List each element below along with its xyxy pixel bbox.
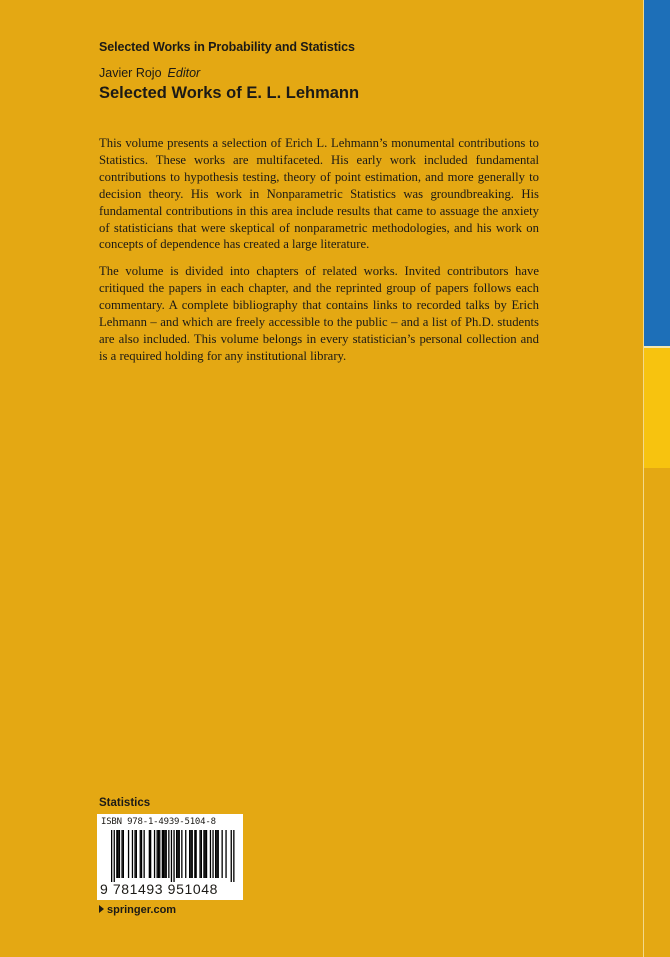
- barcode-bar: [114, 830, 115, 882]
- blurb: [99, 135, 539, 375]
- barcode-bar: [164, 830, 165, 878]
- barcode-bar: [158, 830, 159, 878]
- barcode-bar: [179, 830, 180, 878]
- blurb-paragraph-2: The volume is divided into chapters of related works. Invited contributors have critiqued the papers in each chapter, and the reprinted group of papers follows each commentary. A complete bibliography that contains links to recorded talks by Erich Lehmann – and which are freely accessible to the public – and a list of Ph.D. students are also included. This volume belongs in every statistician’s personal collection and is a required holding for any institutional library.: [99, 264, 539, 363]
- edge-tab-blue: [644, 0, 670, 346]
- barcode-bar: [185, 830, 186, 878]
- barcode-bar: [176, 830, 177, 878]
- website-label: springer.com: [107, 904, 177, 916]
- barcode-bar: [141, 830, 142, 878]
- barcode-bar: [116, 830, 117, 878]
- barcode-bar: [128, 830, 129, 878]
- barcode-bar: [168, 830, 169, 878]
- barcode-bar: [149, 830, 150, 878]
- barcode-bar: [134, 830, 135, 878]
- book-title: Selected Works of E. L. Lehmann: [99, 84, 360, 102]
- barcode-bar: [163, 830, 164, 878]
- barcode-bar: [132, 830, 133, 878]
- barcode-bar: [111, 830, 112, 882]
- barcode-bar: [222, 830, 223, 878]
- barcode-bar: [210, 830, 211, 878]
- blurb-paragraph-1: This volume presents a selection of Erich L. Lehmann’s monumental contributions to Statistics. These works are multifaceted. His early work included fundamental contributions to hypothesis testing, theory of point estimation, and more generally to decision theory. His work in Nonparametric Statistics was groundbreaking. His fundamental contributions in this area include results that came to assuage the anxiety of statisticians that were skeptical of nonparametric methodologies, and his work on concepts of dependence has created a large literature.: [99, 136, 539, 252]
- barcode-bar: [218, 830, 219, 878]
- barcode-bar: [205, 830, 206, 878]
- series-title: Selected Works in Probability and Statistics: [99, 40, 355, 54]
- barcode-bar: [189, 830, 190, 878]
- subject-label: Statistics: [99, 797, 151, 809]
- publisher-website[interactable]: [99, 904, 176, 916]
- barcode-bar: [216, 830, 217, 878]
- isbn-text: ISBN 978-1-4939-5104-8: [101, 817, 216, 827]
- barcode-bars: [97, 830, 243, 882]
- editor-name: Javier Rojo: [99, 66, 162, 80]
- editor-role: Editor: [167, 66, 201, 80]
- barcode-bar: [157, 830, 158, 878]
- barcode-bar: [140, 830, 141, 878]
- barcode-bar: [233, 830, 234, 882]
- barcode-bar: [118, 830, 119, 878]
- barcode-bar: [166, 830, 167, 878]
- barcode-bar: [150, 830, 151, 878]
- barcode-bar: [192, 830, 193, 878]
- barcode-bar: [181, 830, 182, 878]
- barcode-bar: [199, 830, 200, 878]
- barcode-bar: [144, 830, 145, 878]
- barcode: [97, 814, 243, 900]
- edge-tab-yellow: [644, 346, 670, 468]
- barcode-bar: [190, 830, 191, 878]
- barcode-bar: [194, 830, 195, 878]
- barcode-bar: [201, 830, 202, 878]
- barcode-bar: [206, 830, 207, 878]
- barcode-bar: [215, 830, 216, 878]
- barcode-bar: [171, 830, 172, 882]
- barcode-bar: [136, 830, 137, 878]
- barcode-bar: [177, 830, 178, 878]
- editor-line: [99, 66, 200, 80]
- arrow-right-icon: [99, 905, 104, 913]
- barcode-bar: [212, 830, 213, 878]
- barcode-bar: [121, 830, 122, 878]
- barcode-bar: [154, 830, 155, 878]
- barcode-bar: [162, 830, 163, 878]
- barcode-bar: [203, 830, 204, 878]
- barcode-bar: [119, 830, 120, 878]
- barcode-bar: [225, 830, 226, 878]
- barcode-bar: [123, 830, 124, 878]
- barcode-bar: [231, 830, 232, 882]
- barcode-bar: [159, 830, 160, 878]
- barcode-bar: [196, 830, 197, 878]
- ean-digits: 9 781493 951048: [100, 881, 218, 897]
- barcode-bar: [173, 830, 174, 882]
